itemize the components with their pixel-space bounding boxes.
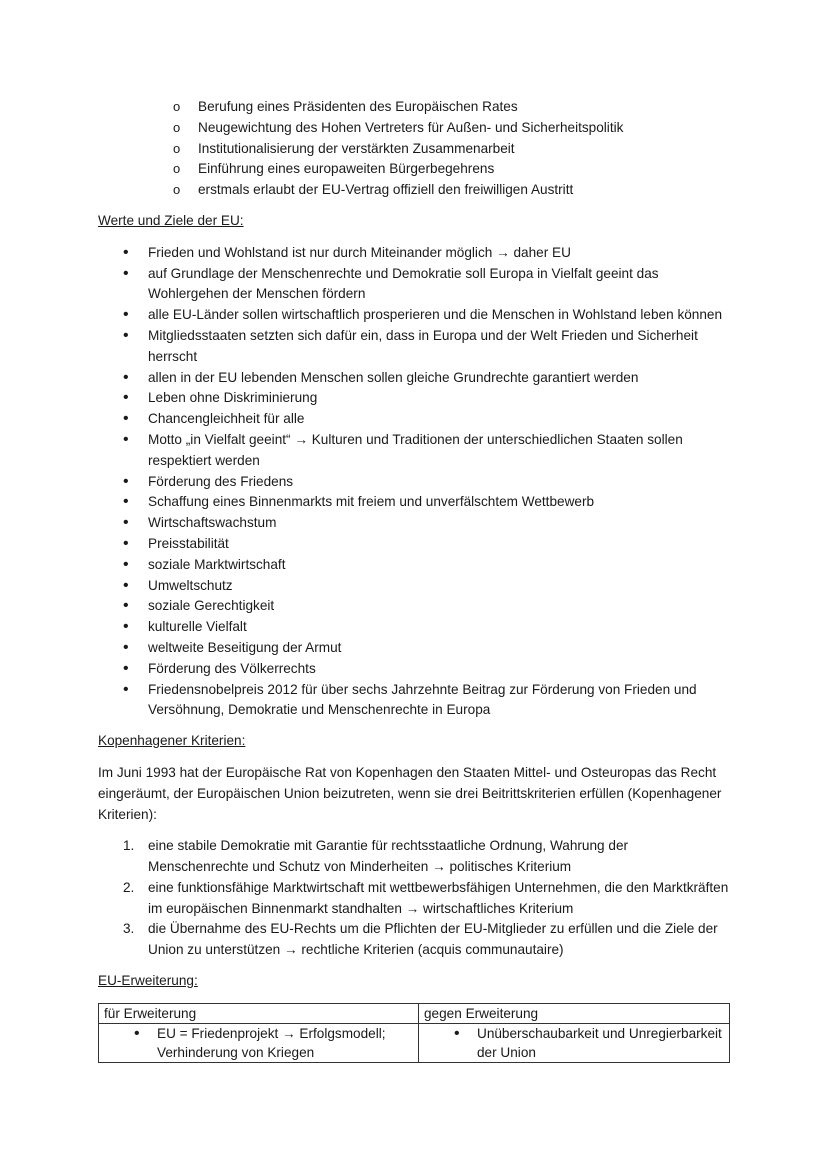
list-item — [123, 919, 730, 961]
list-number: 2. — [123, 879, 135, 895]
table-cell — [99, 1023, 419, 1062]
list-item: • Umweltschutz — [123, 576, 730, 597]
section-heading-werte: Werte und Ziele der EU: — [98, 212, 244, 228]
list-text: die Übernahme des EU-Rechts um die Pflichten der EU-Mitglieder zu erfüllen und die Ziele der Union zu unterstützen → rechtliche Kriterien (acquis communautaire) — [148, 921, 718, 958]
kopenhagen-intro: Im Juni 1993 hat der Europäische Rat von Kopenhagen den Staaten Mittel- und Osteuropas das Recht eingeräumt, der Europäischen Union beizutreten, wenn sie drei Beitrittskriterien erfüllen (Kopenhagener Kriterien): — [98, 764, 722, 822]
list-item: • weltweite Beseitigung der Armut — [123, 638, 730, 659]
list-item: • Chancengleichheit für alle — [123, 409, 730, 430]
werte-list — [98, 243, 730, 721]
section-heading-erweiterung: EU-Erweiterung: — [98, 973, 198, 989]
list-item: o Neugewichtung des Hohen Vertreters für Außen- und Sicherheitspolitik — [173, 118, 730, 139]
list-item: • alle EU-Länder sollen wirtschaftlich prosperieren und die Menschen in Wohlstand leben können — [123, 305, 730, 326]
criteria-list — [98, 836, 730, 961]
list-item — [123, 836, 730, 878]
cell-bullet-item: • EU = Friedenprojekt → Erfolgsmodell; Verhinderung von Kriegen — [104, 1024, 413, 1062]
list-item: o Institutionalisierung der verstärkten Zusammenarbeit — [173, 139, 730, 160]
reform-list — [98, 97, 730, 201]
list-number: 1. — [123, 838, 135, 854]
list-text: eine funktionsfähige Marktwirtschaft mit wettbewerbsfähigen Unternehmen, die den Marktkräften im europäischen Binnenmarkt standhalten → wirtschaftliches Kriterium — [148, 879, 729, 916]
list-item — [123, 878, 730, 920]
list-item: o erstmals erlaubt der EU-Vertrag offiziell den freiwilligen Austritt — [173, 180, 730, 201]
section-heading-kopenhagen: Kopenhagener Kriterien: — [98, 733, 246, 749]
list-item: • Frieden und Wohlstand ist nur durch Miteinander möglich → daher EU — [123, 243, 730, 264]
list-item: • Wirtschaftswachstum — [123, 513, 730, 534]
list-item: • Förderung des Friedens — [123, 472, 730, 493]
list-item: • soziale Gerechtigkeit — [123, 596, 730, 617]
list-text: eine stabile Demokratie mit Garantie für rechtsstaatliche Ordnung, Wahrung der Menschenrechte und Schutz von Minderheiten → politisches Kriterium — [148, 838, 629, 875]
table-header-for: für Erweiterung — [99, 1003, 419, 1023]
list-item: o Berufung eines Präsidenten des Europäischen Rates — [173, 97, 730, 118]
erweiterung-table — [98, 1003, 730, 1063]
list-item: • auf Grundlage der Menschenrechte und Demokratie soll Europa in Vielfalt geeint das Wohlergehen der Menschen fördern — [123, 264, 730, 306]
list-item: • Motto „in Vielfalt geeint“ → Kulturen und Traditionen der unterschiedlichen Staaten sollen respektiert werden — [123, 430, 730, 472]
list-number: 3. — [123, 921, 135, 937]
list-item: o Einführung eines europaweiten Bürgerbegehrens — [173, 159, 730, 180]
list-item: • Friedensnobelpreis 2012 für über sechs Jahrzehnte Beitrag zur Förderung von Frieden und Versöhnung, Demokratie und Menschenrechte in Europa — [123, 680, 730, 722]
table-cell — [419, 1023, 730, 1062]
table-header-row — [99, 1003, 730, 1023]
list-item: • Mitgliedsstaaten setzten sich dafür ein, dass in Europa und der Welt Frieden und Sicherheit herrscht — [123, 326, 730, 368]
table-header-against: gegen Erweiterung — [419, 1003, 730, 1023]
table-row — [99, 1023, 730, 1062]
list-item: • kulturelle Vielfalt — [123, 617, 730, 638]
list-item: • Preisstabilität — [123, 534, 730, 555]
cell-bullet-item: • Unüberschaubarkeit und Unregierbarkeit der Union — [424, 1024, 724, 1062]
list-item: • Förderung des Völkerrechts — [123, 659, 730, 680]
list-item: • allen in der EU lebenden Menschen sollen gleiche Grundrechte garantiert werden — [123, 368, 730, 389]
list-item: • Schaffung eines Binnenmarkts mit freiem und unverfälschtem Wettbewerb — [123, 492, 730, 513]
list-item: • soziale Marktwirtschaft — [123, 555, 730, 576]
list-item: • Leben ohne Diskriminierung — [123, 388, 730, 409]
document-page — [98, 97, 730, 1063]
